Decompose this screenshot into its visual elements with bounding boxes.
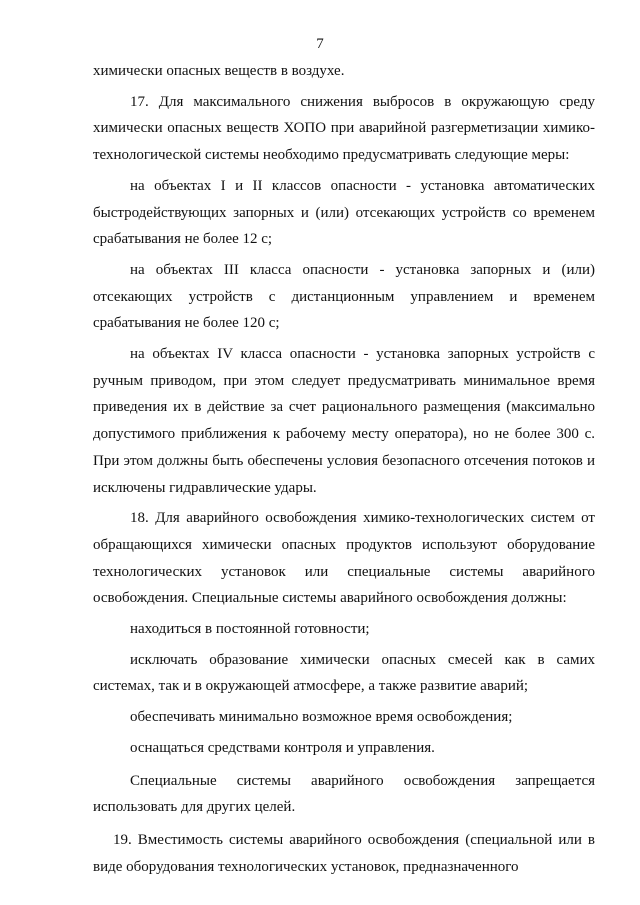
list-item-exclude-mixtures: исключать образование химически опасных смесей как в самих системах, так и в окружающей атмосфере, а также развитие аварий;	[93, 651, 595, 695]
page-number: 7	[316, 36, 324, 52]
paragraph-class-4: на объектах IV класса опасности - установка запорных устройств с ручным приводом, при этом следует предусматривать минимальное время приведения их в действие за счет рационального размещения (максимально допустимого приближения к рабочему месту оператора), но не более 300 с. При этом должны быть обеспечены условия безопасного отсечения потоков и исключены гидравлические удары.	[93, 346, 595, 496]
paragraph-class-3: на объектах III класса опасности - установка запорных и (или) отсекающих устройств с дистанционным управлением и временем срабатывания не более 120 с;	[93, 261, 595, 332]
list-item-readiness: находиться в постоянной готовности;	[130, 621, 370, 638]
list-item-minimal-time: обеспечивать минимально возможное время освобождения;	[130, 709, 513, 726]
list-item-control: оснащаться средствами контроля и управления.	[130, 739, 435, 756]
document-body	[93, 58, 595, 880]
paragraph-prohibition: Специальные системы аварийного освобождения запрещается использовать для других целей.	[93, 772, 595, 816]
paragraph-class-1-2: на объектах I и II классов опасности - установка автоматических быстродействующих запорных и (или) отсекающих устройств со временем срабатывания не более 12 с;	[93, 177, 595, 248]
paragraph-item-18: 18. Для аварийного освобождения химико-технологических систем от обращающихся химически опасных продуктов используют оборудование технологических установок или специальные системы аварийного освобождения. Специальные системы аварийного освобождения должны:	[93, 510, 595, 607]
paragraph-item-17: 17. Для максимального снижения выбросов в окружающую среду химически опасных веществ ХОПО при аварийной разгерметизации химико-технологической системы необходимо предусматривать следующие меры:	[93, 93, 595, 164]
paragraph-item-19: 19. Вместимость системы аварийного освобождения (специальной или в виде оборудования технологических установок, предназначенного	[93, 831, 595, 875]
paragraph-continuation: химически опасных веществ в воздухе.	[93, 63, 345, 79]
